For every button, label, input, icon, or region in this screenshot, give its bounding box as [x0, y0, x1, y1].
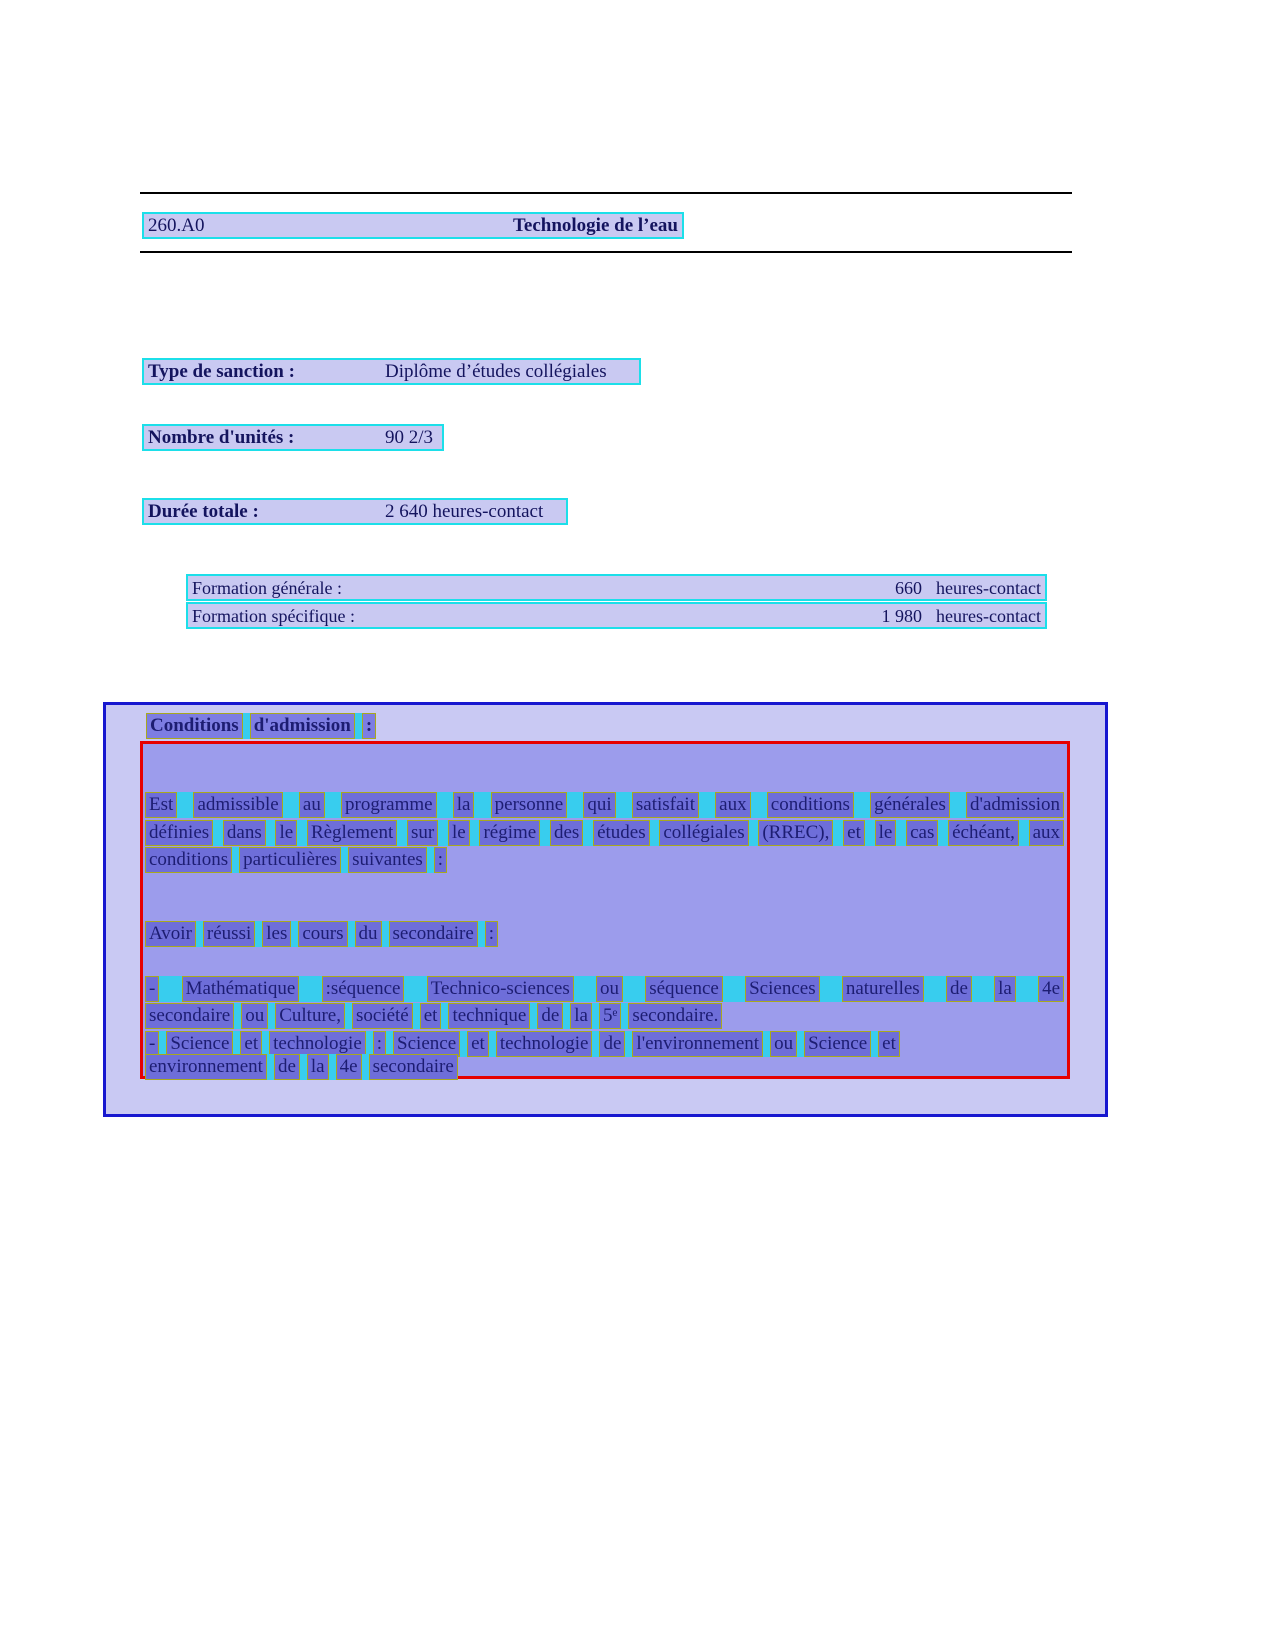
field-value: 90 2/3: [385, 427, 434, 448]
field-row-nombre-unites: [142, 424, 444, 451]
word-chip: d'admission: [250, 713, 355, 739]
word-gap: [583, 820, 593, 846]
word-chip: d'admission: [966, 792, 1064, 818]
admission-line: [145, 792, 1064, 818]
word-gap: [438, 820, 448, 846]
word-gap: [345, 1003, 352, 1029]
word-chip: admissible: [193, 792, 282, 818]
word-gap: [234, 1003, 241, 1029]
word-chip: qui: [583, 792, 615, 818]
word-chip: et: [843, 820, 865, 846]
word-chip: secondaire: [369, 1054, 458, 1080]
word-chip: Sciences: [745, 976, 819, 1002]
admission-line: [145, 921, 498, 947]
program-code: 260.A0: [148, 215, 205, 236]
word-gap: [763, 1031, 770, 1057]
field-value: 2 640 heures-contact: [385, 501, 544, 522]
word-gap: [262, 1031, 269, 1057]
word-chip: régime: [479, 820, 540, 846]
formation-label: Formation spécifique :: [192, 605, 355, 626]
word-gap: [437, 792, 453, 818]
word-gap: [355, 713, 362, 739]
word-gap: [267, 1054, 274, 1080]
word-gap: [530, 1003, 537, 1029]
word-chip: échéant,: [948, 820, 1019, 846]
word-gap: [233, 1031, 240, 1057]
word-gap: [621, 1003, 628, 1029]
word-chip: la: [994, 976, 1016, 1002]
word-chip: conditions: [767, 792, 854, 818]
word-chip: de: [274, 1054, 300, 1080]
word-chip: ou: [596, 976, 623, 1002]
word-gap: [299, 976, 321, 1002]
word-gap: [723, 976, 745, 1002]
word-gap: [833, 820, 843, 846]
word-gap: [291, 921, 298, 947]
word-chip: la: [307, 1054, 329, 1080]
word-gap: [854, 792, 870, 818]
word-chip: collégiales: [659, 820, 748, 846]
word-gap: [266, 820, 276, 846]
formation-row-generale: [186, 574, 1047, 601]
word-chip: réussi: [203, 921, 255, 947]
word-gap: [616, 792, 632, 818]
word-gap: [797, 1031, 804, 1057]
word-chip: la: [570, 1003, 592, 1029]
word-gap: [470, 820, 480, 846]
word-gap: [159, 976, 181, 1002]
word-chip: définies: [145, 820, 213, 846]
admissions-panel: [103, 702, 1108, 1117]
word-gap: [177, 792, 193, 818]
formation-row-specifique: [186, 602, 1047, 629]
word-gap: [362, 1054, 369, 1080]
word-gap: [623, 976, 645, 1002]
field-label: Type de sanction :: [148, 361, 295, 382]
word-gap: [567, 792, 583, 818]
word-gap: [386, 1031, 393, 1057]
word-chip: :: [485, 921, 498, 947]
word-chip: 4e: [336, 1054, 362, 1080]
word-gap: [297, 820, 307, 846]
word-gap: [540, 820, 550, 846]
word-gap: [441, 1003, 448, 1029]
field-row-duree-totale: [142, 498, 568, 525]
word-chip: Règlement: [307, 820, 397, 846]
word-chip: et: [878, 1031, 900, 1057]
program-header: [142, 212, 684, 239]
word-gap: [196, 921, 203, 947]
word-gap: [382, 921, 389, 947]
word-gap: [972, 976, 994, 1002]
word-chip: :séquence: [322, 976, 405, 1002]
word-gap: [751, 792, 767, 818]
word-chip: dans: [223, 820, 266, 846]
word-gap: [871, 1031, 878, 1057]
word-chip: Science: [804, 1031, 871, 1057]
formation-unit: heures-contact: [936, 605, 1041, 626]
word-chip: suivantes: [348, 847, 427, 873]
word-chip: :: [434, 847, 447, 873]
word-chip: Science: [166, 1031, 233, 1057]
word-gap: [348, 921, 355, 947]
admission-inner-box: [140, 741, 1070, 1079]
top-rule: [140, 192, 1072, 194]
field-value: Diplôme d’études collégiales: [385, 361, 607, 382]
word-gap: [1019, 820, 1029, 846]
word-chip: Avoir: [145, 921, 196, 947]
word-gap: [699, 792, 715, 818]
word-chip: naturelles: [842, 976, 924, 1002]
word-gap: [397, 820, 407, 846]
word-gap: [896, 820, 906, 846]
word-chip: Est: [145, 792, 177, 818]
admission-line: [145, 1054, 458, 1080]
word-gap: [232, 847, 239, 873]
word-chip: du: [355, 921, 382, 947]
word-chip: 5ᵉ: [599, 1003, 621, 1029]
word-chip: société: [352, 1003, 413, 1029]
word-chip: personne: [491, 792, 568, 818]
word-gap: [574, 976, 596, 1002]
word-chip: le: [875, 820, 897, 846]
word-chip: environnement: [145, 1054, 267, 1080]
word-chip: et: [467, 1031, 489, 1057]
word-gap: [592, 1003, 599, 1029]
field-label: Nombre d'unités :: [148, 427, 295, 448]
formation-label: Formation générale :: [192, 577, 342, 598]
word-gap: [300, 1054, 307, 1080]
admissions-heading: [146, 713, 376, 739]
word-gap: [650, 820, 660, 846]
word-gap: [366, 1031, 373, 1057]
word-chip: secondaire: [145, 1003, 234, 1029]
field-row-type-sanction: [142, 358, 641, 385]
word-chip: de: [599, 1031, 625, 1057]
word-chip: conditions: [145, 847, 232, 873]
word-gap: [924, 976, 946, 1002]
word-gap: [325, 792, 341, 818]
word-gap: [413, 1003, 420, 1029]
word-chip: particulières: [239, 847, 341, 873]
program-title: Technologie de l’eau: [512, 215, 678, 236]
word-gap: [938, 820, 948, 846]
word-gap: [865, 820, 875, 846]
admission-line: [145, 847, 447, 873]
word-chip: des: [550, 820, 583, 846]
word-gap: [749, 820, 759, 846]
word-chip: -: [145, 1031, 159, 1057]
formation-hours: 1 980: [881, 605, 923, 626]
word-gap: [950, 792, 966, 818]
word-chip: les: [262, 921, 291, 947]
admission-line: [145, 1003, 722, 1029]
field-label: Durée totale :: [148, 501, 259, 522]
header-bottom-rule: [140, 251, 1072, 253]
word-chip: aux: [1029, 820, 1064, 846]
formation-hours: 660: [895, 577, 923, 598]
word-chip: le: [448, 820, 470, 846]
word-chip: technologie: [269, 1031, 366, 1057]
word-chip: le: [275, 820, 297, 846]
word-chip: cours: [298, 921, 347, 947]
word-chip: générales: [870, 792, 950, 818]
word-chip: Mathématique: [182, 976, 300, 1002]
word-gap: [283, 792, 299, 818]
word-chip: Technico-sciences: [427, 976, 574, 1002]
word-gap: [159, 1031, 166, 1057]
word-chip: aux: [715, 792, 750, 818]
word-chip: au: [299, 792, 325, 818]
word-chip: de: [537, 1003, 563, 1029]
word-gap: [474, 792, 490, 818]
word-chip: et: [420, 1003, 442, 1029]
word-chip: :: [373, 1031, 386, 1057]
admission-line: [145, 1031, 900, 1057]
word-chip: études: [593, 820, 650, 846]
word-gap: [563, 1003, 570, 1029]
word-gap: [243, 713, 250, 739]
word-chip: l'environnement: [632, 1031, 763, 1057]
word-chip: technologie: [496, 1031, 593, 1057]
word-gap: [478, 921, 485, 947]
word-gap: [329, 1054, 336, 1080]
word-chip: -: [145, 976, 159, 1002]
word-chip: technique: [448, 1003, 530, 1029]
word-chip: séquence: [645, 976, 723, 1002]
word-gap: [213, 820, 223, 846]
word-gap: [341, 847, 348, 873]
word-chip: Conditions: [146, 713, 243, 739]
word-gap: [625, 1031, 632, 1057]
word-chip: ou: [241, 1003, 268, 1029]
word-chip: (RREC),: [758, 820, 833, 846]
word-gap: [592, 1031, 599, 1057]
word-gap: [1016, 976, 1038, 1002]
word-chip: la: [453, 792, 475, 818]
word-chip: secondaire: [389, 921, 478, 947]
formation-unit: heures-contact: [936, 577, 1041, 598]
word-gap: [404, 976, 426, 1002]
word-gap: [255, 921, 262, 947]
admission-line: [145, 820, 1064, 846]
word-chip: secondaire.: [628, 1003, 722, 1029]
word-chip: 4e: [1038, 976, 1064, 1002]
word-gap: [460, 1031, 467, 1057]
word-chip: ou: [770, 1031, 797, 1057]
word-chip: et: [240, 1031, 262, 1057]
word-chip: Culture,: [275, 1003, 345, 1029]
word-chip: de: [946, 976, 972, 1002]
word-chip: sur: [407, 820, 438, 846]
word-chip: satisfait: [632, 792, 699, 818]
word-gap: [268, 1003, 275, 1029]
word-gap: [489, 1031, 496, 1057]
word-chip: :: [362, 713, 376, 739]
admission-line: [145, 976, 1064, 1002]
word-chip: cas: [906, 820, 938, 846]
word-gap: [820, 976, 842, 1002]
word-gap: [427, 847, 434, 873]
word-chip: Science: [393, 1031, 460, 1057]
word-chip: programme: [341, 792, 437, 818]
